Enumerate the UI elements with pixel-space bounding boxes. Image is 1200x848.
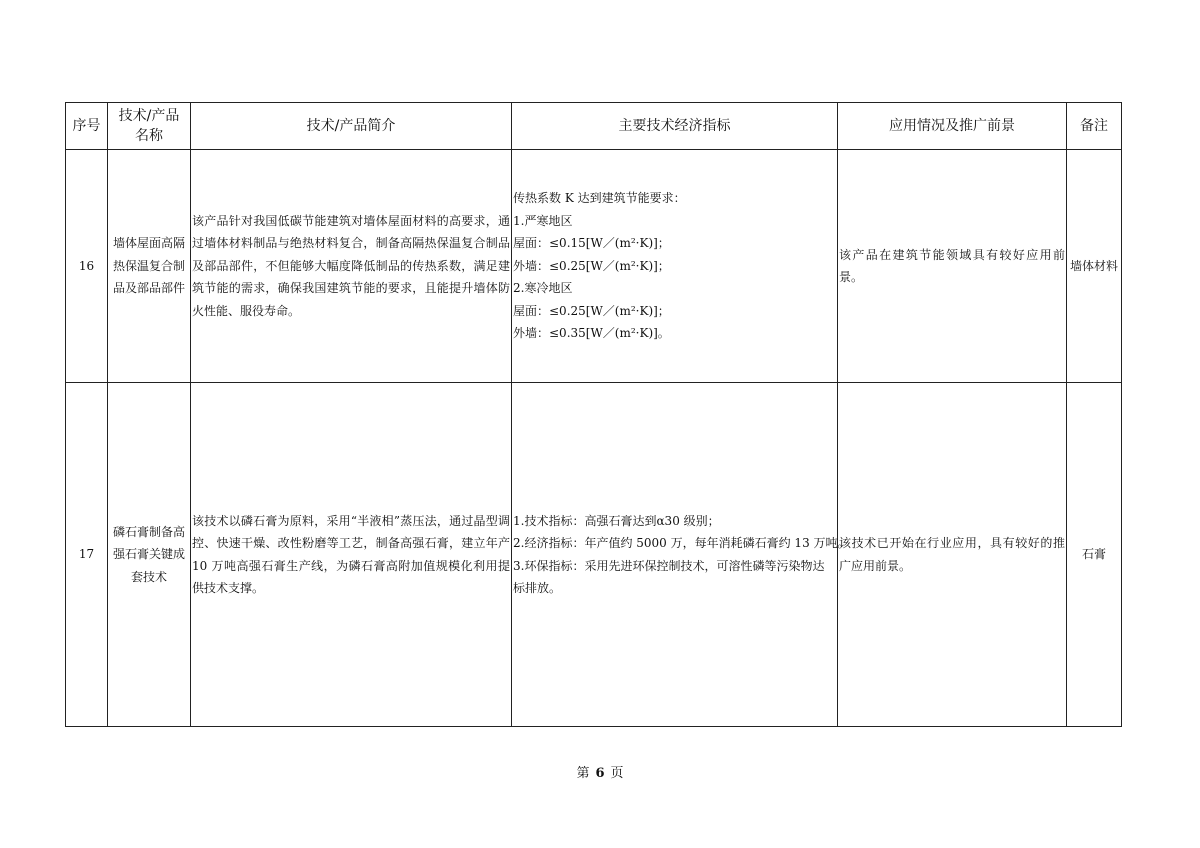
table-header-row — [66, 103, 1122, 150]
header-num: 序号 — [66, 103, 108, 150]
page-footer — [0, 762, 1200, 781]
indicator-line: 外墙：≤0.35[W／(m²·K)]。 — [513, 326, 670, 341]
indicator-line: 1.严寒地区 — [513, 213, 573, 228]
indicator-line: 2.经济指标：年产值约 5000 万，每年消耗磷石膏约 13 万吨。 — [513, 536, 850, 550]
indicator-line: 屋面：≤0.15[W／(m²·K)]； — [513, 236, 670, 251]
row-name-line: 磷石膏制备高 — [112, 524, 185, 539]
page-prefix: 第 — [576, 766, 590, 781]
header-intro: 技术/产品简介 — [191, 103, 512, 150]
row-prospect: 该技术已开始在行业应用，具有较好的推广应用前景。 — [838, 383, 1067, 727]
indicator-line: 2.寒冷地区 — [513, 281, 573, 296]
page-number: 6 — [595, 766, 605, 781]
indicator-line: 标排放。 — [513, 581, 562, 595]
row-name-line: 强石膏关键成 — [112, 547, 185, 562]
row-indicators — [512, 150, 838, 383]
header-prospect: 应用情况及推广前景 — [838, 103, 1067, 150]
header-indicators: 主要技术经济指标 — [512, 103, 838, 150]
table-row — [66, 383, 1122, 727]
row-name-line: 品及部品部件 — [112, 281, 185, 296]
row-name-line: 墙体屋面高隔 — [112, 236, 185, 251]
row-name-line: 套技术 — [130, 569, 167, 584]
table-row — [66, 150, 1122, 383]
header-name-line2: 名称 — [135, 128, 163, 144]
header-remark: 备注 — [1067, 103, 1122, 150]
header-name — [108, 103, 191, 150]
header-name-line1: 技术/产品 — [118, 108, 180, 124]
row-remark: 石膏 — [1067, 383, 1122, 727]
technology-table — [65, 102, 1122, 727]
row-name-line: 热保温复合制 — [112, 258, 185, 273]
row-name — [108, 383, 191, 727]
row-intro: 该技术以磷石膏为原料，采用“半液相”蒸压法，通过晶型调控、快速干燥、改性粉磨等工艺，制备高强石膏，建立年产 10 万吨高强石膏生产线，为磷石膏高附加值规模化利用提供技术支撑。 — [191, 383, 512, 727]
indicator-line: 屋面：≤0.25[W／(m²·K)]； — [513, 303, 670, 318]
row-num: 17 — [66, 383, 108, 727]
indicator-line: 3.环保指标：采用先进环保控制技术，可溶性磷等污染物达 — [513, 558, 825, 573]
indicator-line: 传热系数 K 达到建筑节能要求： — [513, 191, 686, 206]
row-prospect: 该产品在建筑节能领域具有较好应用前景。 — [838, 150, 1067, 383]
row-intro: 该产品针对我国低碳节能建筑对墙体屋面材料的高要求，通过墙体材料制品与绝热材料复合，制备高隔热保温复合制品及部品部件，不但能够大幅度降低制品的传热系数，满足建筑节能的需求，确保我国建筑节能的要求，且能提升墙体防火性能、服役寿命。 — [191, 150, 512, 383]
page-suffix: 页 — [610, 766, 624, 781]
row-name — [108, 150, 191, 383]
row-remark: 墙体材料 — [1067, 150, 1122, 383]
indicator-line: 1.技术指标：高强石膏达到α30 级别； — [513, 513, 720, 528]
row-num: 16 — [66, 150, 108, 383]
indicator-line: 外墙：≤0.25[W／(m²·K)]； — [513, 258, 670, 273]
row-indicators — [512, 383, 850, 727]
